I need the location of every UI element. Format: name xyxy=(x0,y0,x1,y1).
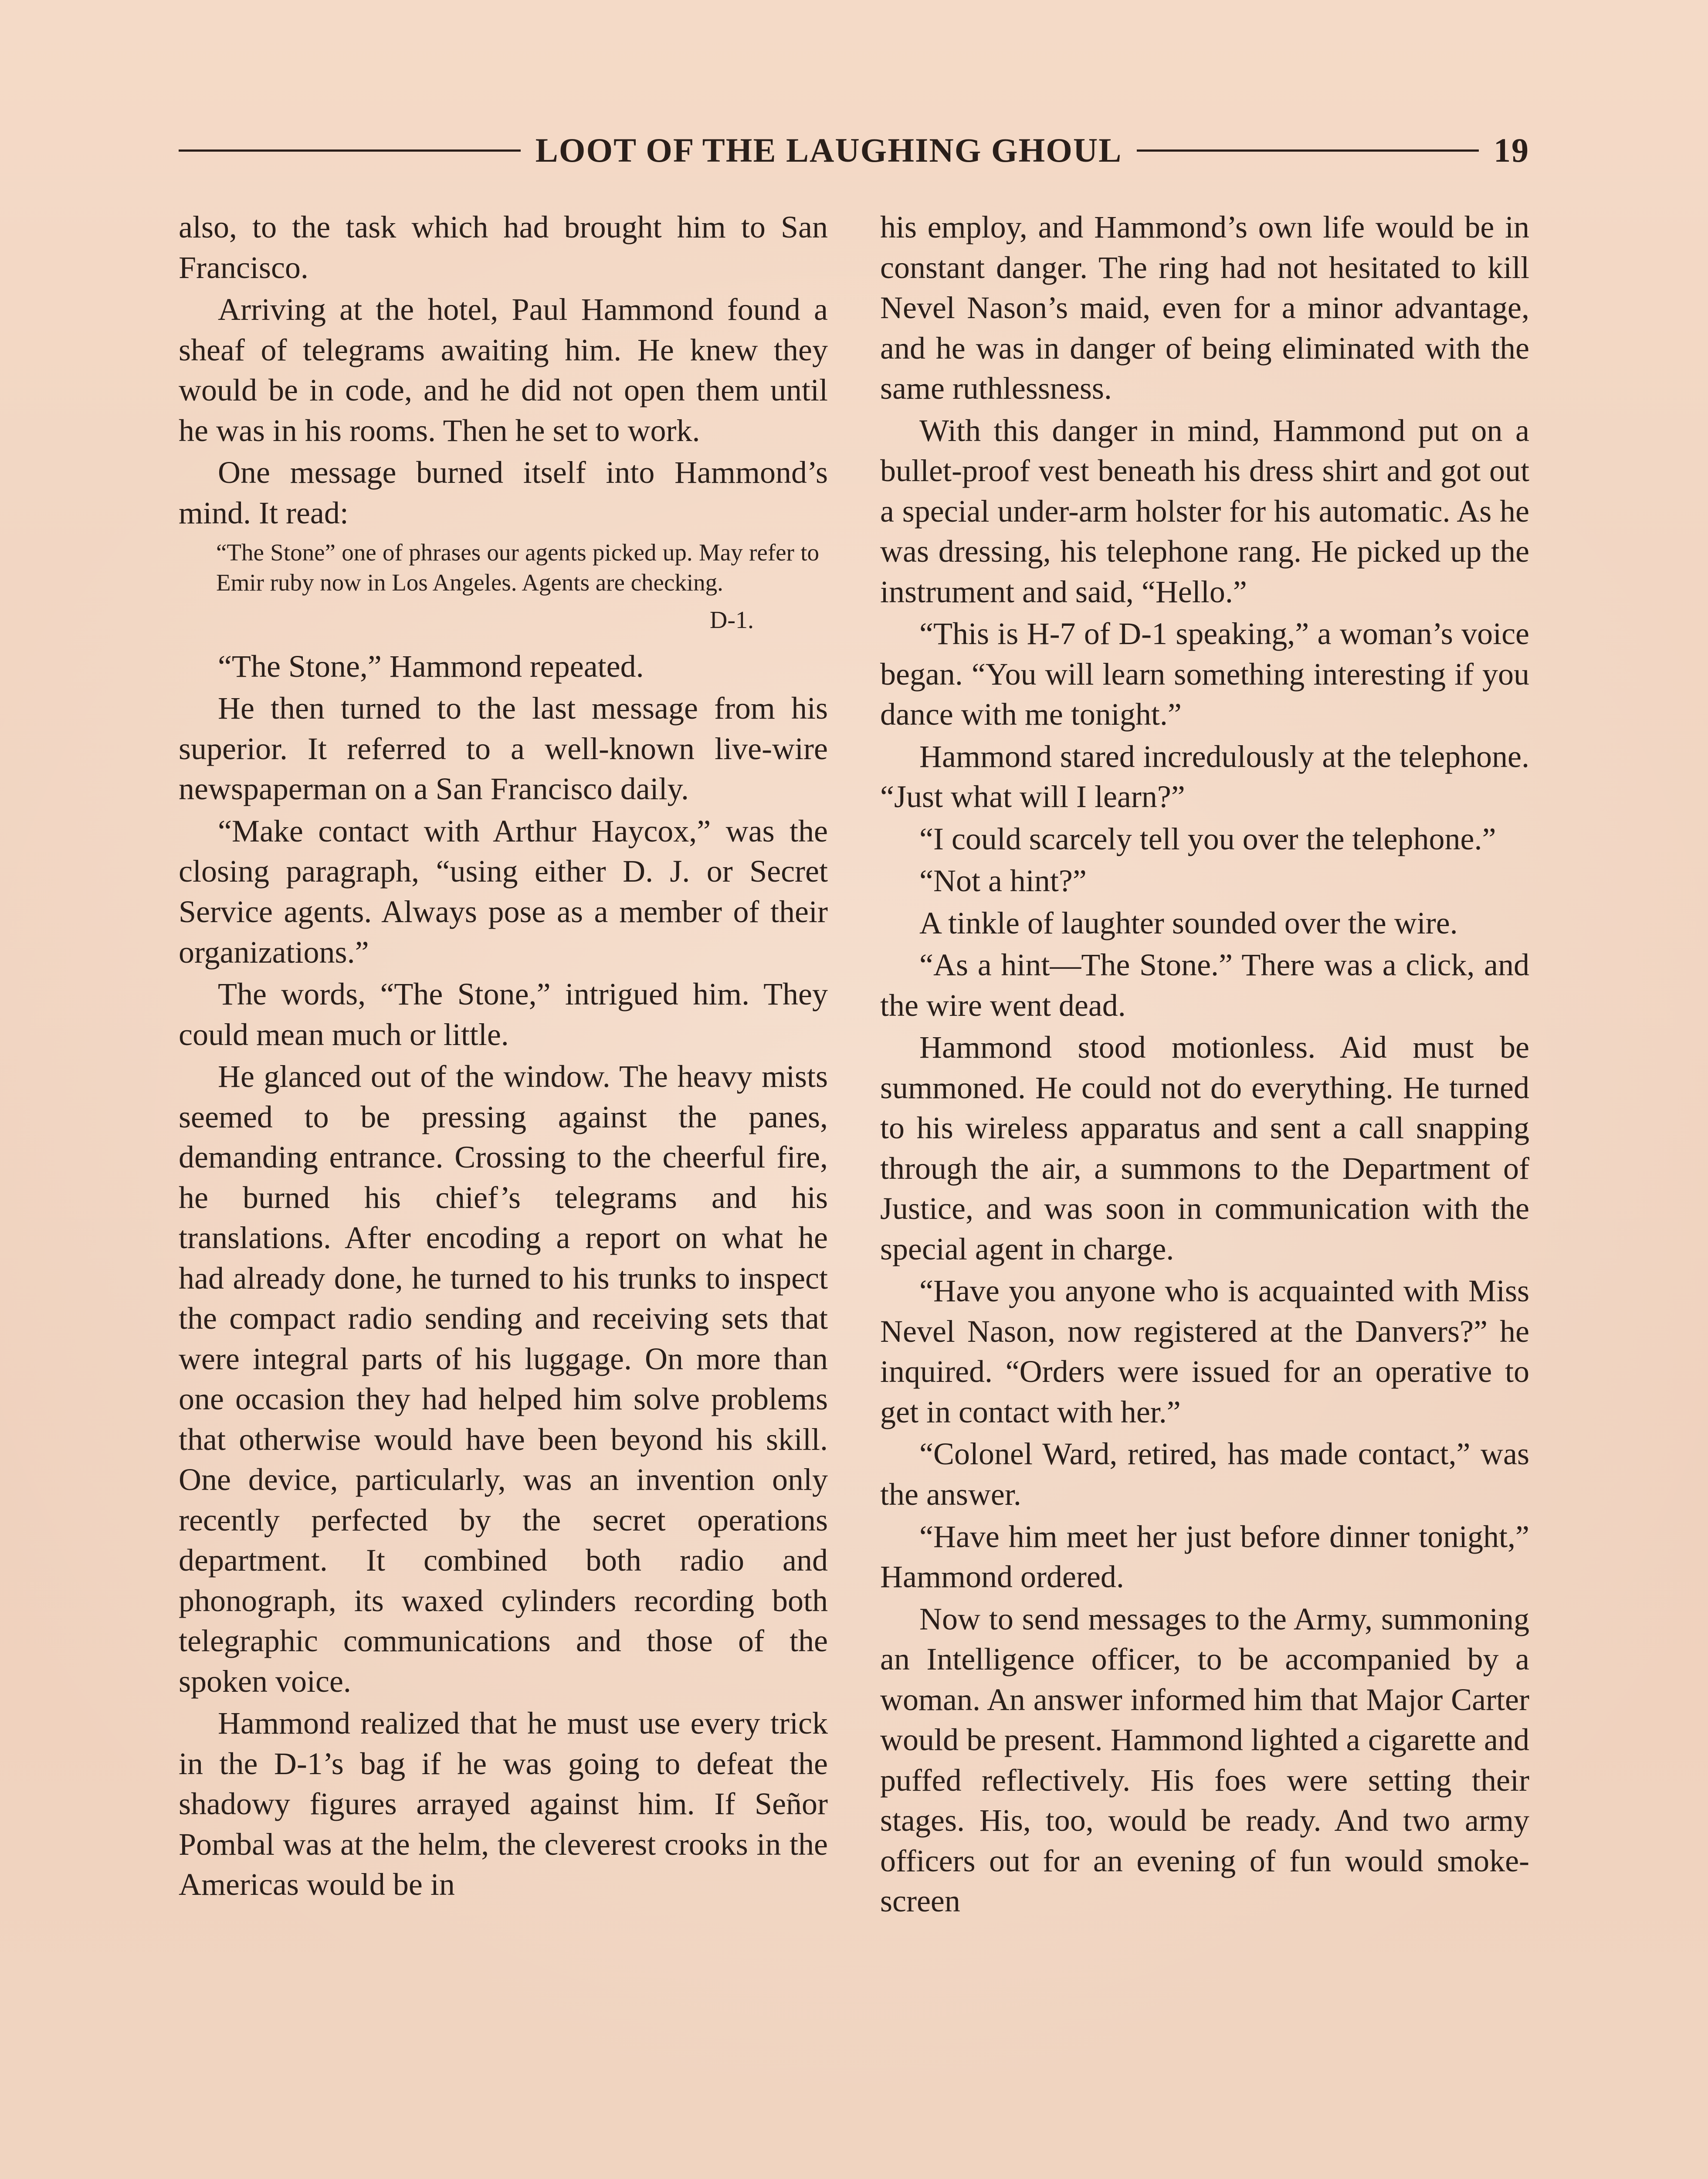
right-paragraph-1: his employ, and Hammond’s own life would be in constant danger. The ring had not hesitated to kill Nevel Nason’s maid, even for a minor advantage, and he was in danger of being eliminated with the same ruthlessness. xyxy=(880,210,1529,406)
running-title: LOOT OF THE LAUGHING GHOUL xyxy=(535,131,1122,169)
telegram-signature: D-1. xyxy=(709,606,754,634)
right-paragraph-10: “Have you anyone who is acquainted with Miss Nevel Nason, now registered at the Danvers?” he inquired. “Orders were issued for an operative to get in contact with her.” xyxy=(880,1273,1529,1429)
left-paragraph-5: He then turned to the last message from his superior. It referred to a well-known live-wire newspaperman on a San Francisco daily. xyxy=(179,691,828,807)
right-paragraph-12: “Have him meet her just before dinner tonight,” Hammond ordered. xyxy=(880,1519,1529,1595)
right-paragraph-6: “Not a hint?” xyxy=(919,863,1087,899)
left-column xyxy=(179,207,828,2179)
left-paragraph-3: One message burned itself into Hammond’s mind. It read: xyxy=(179,455,828,530)
left-paragraph-2: Arriving at the hotel, Paul Hammond found a sheaf of telegrams awaiting him. He knew they would be in code, and he did not open them until he was in his rooms. Then he set to work. xyxy=(179,292,828,448)
left-paragraph-4: “The Stone,” Hammond repeated. xyxy=(218,648,644,684)
left-paragraph-7: The words, “The Stone,” intrigued him. They could mean much or little. xyxy=(179,977,828,1052)
header-rule-left xyxy=(179,149,521,152)
left-paragraph-6: “Make contact with Arthur Haycox,” was the closing paragraph, “using either D. J. or Secret Service agents. Always pose as a member of their organizations.” xyxy=(179,813,828,970)
right-paragraph-7: A tinkle of laughter sounded over the wire. xyxy=(919,905,1458,940)
left-paragraph-1: also, to the task which had brought him to San Francisco. xyxy=(179,210,828,285)
right-paragraph-8: “As a hint—The Stone.” There was a click, and the wire went dead. xyxy=(880,947,1529,1023)
header-rule-right xyxy=(1137,149,1479,152)
right-paragraph-11: “Colonel Ward, retired, has made contact,” was the answer. xyxy=(880,1436,1529,1512)
telegram-quote: “The Stone” one of phrases our agents picked up. May refer to Emir ruby now in Los Angeles. Agents are checking. xyxy=(216,539,819,596)
running-header xyxy=(179,126,1529,174)
left-paragraph-8: He glanced out of the window. The heavy mists seemed to be pressing against the panes, demanding entrance. Crossing to the cheerful fire, he burned his chief’s telegrams and his translations. After encoding a report on what he had already done, he turned to his trunks to inspect the compact radio sending and receiving sets that were integral parts of his luggage. On more than one occasion they had helped him solve problems that otherwise would have been beyond his skill. One device, particularly, was an invention only recently perfected by the secret operations department. It combined both radio and phonograph, its waxed cylinders recording both telegraphic communications and those of the spoken voice. xyxy=(179,1059,828,1699)
right-paragraph-5: “I could scarcely tell you over the telephone.” xyxy=(919,821,1496,856)
right-column xyxy=(880,207,1529,2179)
story-text xyxy=(179,207,1529,2179)
page-number: 19 xyxy=(1494,131,1529,169)
right-paragraph-9: Hammond stood motionless. Aid must be summoned. He could not do everything. He turned to his wireless apparatus and sent a call snapping through the air, a summons to the Department of Justice, and was soon in communication with the special agent in charge. xyxy=(880,1030,1529,1266)
right-paragraph-4: Hammond stared incredulously at the telephone. “Just what will I learn?” xyxy=(880,739,1529,815)
left-paragraph-9: Hammond realized that he must use every trick in the D-1’s bag if he was going to defeat the shadowy figures arrayed against him. If Señor Pombal was at the helm, the cleverest crooks in the Americas would be in xyxy=(179,1706,828,1902)
right-paragraph-2: With this danger in mind, Hammond put on a bullet-proof vest beneath his dress shirt and got out a special under-arm holster for his automatic. As he was dressing, his telephone rang. He picked up the instrument and said, “Hello.” xyxy=(880,413,1529,609)
right-paragraph-13: Now to send messages to the Army, summoning an Intelligence officer, to be accompanied by a woman. An answer informed him that Major Carter would be present. Hammond lighted a cigarette and puffed reflectively. His foes were setting their stages. His, too, would be ready. And two army officers out for an evening of fun would smoke-screen xyxy=(880,1601,1529,1919)
right-paragraph-3: “This is H-7 of D-1 speaking,” a woman’s voice began. “You will learn something interesting if you dance with me tonight.” xyxy=(880,616,1529,732)
